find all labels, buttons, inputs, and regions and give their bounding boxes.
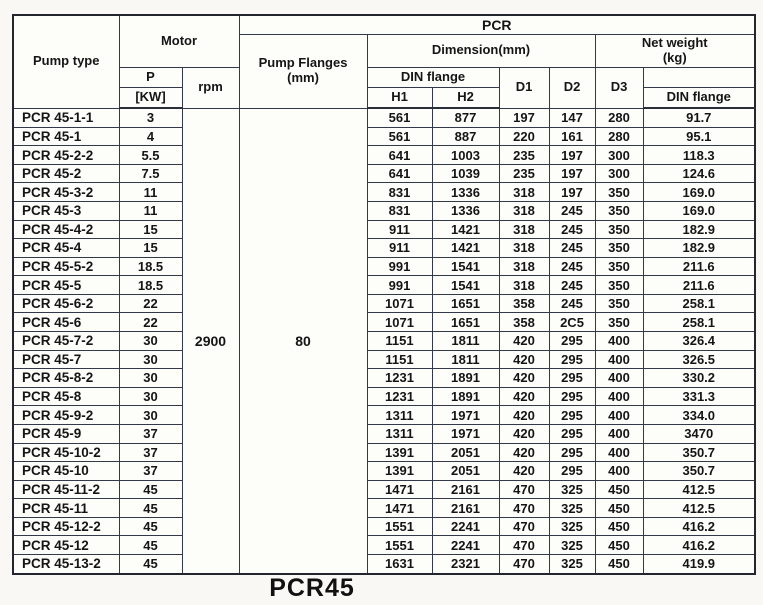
table-row xyxy=(13,387,755,406)
cell-d2: 245 xyxy=(549,276,595,295)
cell-d1: 420 xyxy=(499,443,549,462)
cell-d3: 400 xyxy=(595,443,643,462)
cell-h2: 2161 xyxy=(432,499,499,518)
cell-d2: 197 xyxy=(549,164,595,183)
cell-h1: 991 xyxy=(367,257,432,276)
cell-d1: 470 xyxy=(499,536,549,555)
cell-h2: 1651 xyxy=(432,313,499,332)
table-row xyxy=(13,424,755,443)
header-p: P xyxy=(119,67,182,87)
cell-d2: 295 xyxy=(549,350,595,369)
cell-h2: 1336 xyxy=(432,201,499,220)
cell-d1: 470 xyxy=(499,499,549,518)
cell-net-weight: 416.2 xyxy=(643,517,755,536)
cell-h2: 1421 xyxy=(432,239,499,258)
cell-h1: 1311 xyxy=(367,406,432,425)
cell-d2: 245 xyxy=(549,220,595,239)
cell-h2: 1971 xyxy=(432,406,499,425)
table-row xyxy=(13,108,755,127)
cell-pump-type: PCR 45-11-2 xyxy=(13,480,119,499)
cell-d3: 350 xyxy=(595,201,643,220)
table-row xyxy=(13,462,755,481)
cell-power-kw: 3 xyxy=(119,108,182,127)
cell-pump-type: PCR 45-2-2 xyxy=(13,146,119,165)
cell-net-weight: 334.0 xyxy=(643,406,755,425)
cell-h2: 1811 xyxy=(432,350,499,369)
pump-spec-table xyxy=(12,14,756,575)
cell-power-kw: 37 xyxy=(119,424,182,443)
cell-d2: 197 xyxy=(549,146,595,165)
cell-pump-type: PCR 45-5-2 xyxy=(13,257,119,276)
cell-d1: 420 xyxy=(499,387,549,406)
cell-d1: 220 xyxy=(499,127,549,146)
cell-d2: 295 xyxy=(549,462,595,481)
cell-power-kw: 22 xyxy=(119,294,182,313)
cell-h1: 1231 xyxy=(367,369,432,388)
cell-h1: 1311 xyxy=(367,424,432,443)
cell-power-kw: 45 xyxy=(119,554,182,574)
header-net-weight-spacer xyxy=(643,67,755,87)
cell-net-weight: 182.9 xyxy=(643,220,755,239)
table-row xyxy=(13,201,755,220)
table-row xyxy=(13,127,755,146)
cell-d3: 450 xyxy=(595,517,643,536)
cell-d1: 420 xyxy=(499,369,549,388)
cell-d2: 245 xyxy=(549,294,595,313)
cell-d2: 325 xyxy=(549,480,595,499)
cell-h1: 911 xyxy=(367,239,432,258)
cell-pump-type: PCR 45-9 xyxy=(13,424,119,443)
cell-h2: 2051 xyxy=(432,443,499,462)
cell-d2: 295 xyxy=(549,387,595,406)
cell-h2: 2051 xyxy=(432,462,499,481)
table-row xyxy=(13,517,755,536)
table-header xyxy=(13,15,755,108)
cell-pump-type: PCR 45-11 xyxy=(13,499,119,518)
pump-table-body xyxy=(13,108,755,574)
cell-d1: 235 xyxy=(499,146,549,165)
cell-d2: 245 xyxy=(549,201,595,220)
cell-d2: 325 xyxy=(549,517,595,536)
cell-pump-type: PCR 45-8-2 xyxy=(13,369,119,388)
cell-h1: 1391 xyxy=(367,443,432,462)
cell-d1: 470 xyxy=(499,554,549,574)
cell-d1: 318 xyxy=(499,220,549,239)
cell-d1: 318 xyxy=(499,239,549,258)
cell-pump-type: PCR 45-1 xyxy=(13,127,119,146)
header-pump-flanges xyxy=(239,34,367,108)
cell-d3: 350 xyxy=(595,294,643,313)
cell-d2: 147 xyxy=(549,108,595,127)
header-pump-type: Pump type xyxy=(13,15,119,108)
cell-h2: 1039 xyxy=(432,164,499,183)
cell-net-weight: 350.7 xyxy=(643,443,755,462)
cell-pump-type: PCR 45-10-2 xyxy=(13,443,119,462)
cell-h2: 2241 xyxy=(432,517,499,536)
cell-d1: 420 xyxy=(499,462,549,481)
cell-d2: 245 xyxy=(549,239,595,258)
cell-h1: 641 xyxy=(367,146,432,165)
header-pcr: PCR xyxy=(239,15,755,34)
cell-net-weight: 3470 xyxy=(643,424,755,443)
cell-d3: 400 xyxy=(595,462,643,481)
cell-d1: 470 xyxy=(499,480,549,499)
cell-d3: 400 xyxy=(595,387,643,406)
cell-power-kw: 45 xyxy=(119,480,182,499)
cell-power-kw: 30 xyxy=(119,350,182,369)
cell-h1: 1151 xyxy=(367,332,432,351)
cell-power-kw: 37 xyxy=(119,443,182,462)
cell-d2: 295 xyxy=(549,406,595,425)
cell-net-weight: 258.1 xyxy=(643,294,755,313)
cell-d3: 350 xyxy=(595,313,643,332)
table-row xyxy=(13,443,755,462)
cell-net-weight: 412.5 xyxy=(643,480,755,499)
cell-d2: 295 xyxy=(549,332,595,351)
header-h1: H1 xyxy=(367,87,432,108)
table-row xyxy=(13,313,755,332)
cell-pump-type: PCR 45-4 xyxy=(13,239,119,258)
cell-h2: 877 xyxy=(432,108,499,127)
cell-d3: 400 xyxy=(595,406,643,425)
cell-net-weight: 326.5 xyxy=(643,350,755,369)
header-h2: H2 xyxy=(432,87,499,108)
cell-net-weight: 182.9 xyxy=(643,239,755,258)
cell-d3: 280 xyxy=(595,108,643,127)
cell-d3: 400 xyxy=(595,350,643,369)
cell-rpm-merged: 2900 xyxy=(182,108,239,574)
cell-power-kw: 4 xyxy=(119,127,182,146)
cell-h1: 1391 xyxy=(367,462,432,481)
header-pump-flanges-line1: Pump Flanges xyxy=(258,55,348,71)
cell-pump-type: PCR 45-12 xyxy=(13,536,119,555)
header-net-weight-line2: (kg) xyxy=(662,49,687,65)
cell-power-kw: 30 xyxy=(119,332,182,351)
header-dimension: Dimension(mm) xyxy=(367,34,595,67)
cell-net-weight: 350.7 xyxy=(643,462,755,481)
header-net-weight xyxy=(595,34,755,67)
cell-power-kw: 5.5 xyxy=(119,146,182,165)
cell-h1: 1471 xyxy=(367,480,432,499)
cell-h2: 1811 xyxy=(432,332,499,351)
cell-power-kw: 45 xyxy=(119,517,182,536)
cell-h1: 1071 xyxy=(367,294,432,313)
cell-power-kw: 15 xyxy=(119,220,182,239)
cell-pump-type: PCR 45-7-2 xyxy=(13,332,119,351)
cell-h1: 831 xyxy=(367,201,432,220)
header-pump-flanges-line2: (mm) xyxy=(287,70,319,85)
cell-d1: 420 xyxy=(499,406,549,425)
table-row xyxy=(13,220,755,239)
header-d3: D3 xyxy=(595,67,643,108)
header-net-weight-line1: Net weight xyxy=(641,34,708,50)
table-row xyxy=(13,536,755,555)
cell-pump-type: PCR 45-12-2 xyxy=(13,517,119,536)
cell-h2: 1541 xyxy=(432,276,499,295)
header-din-flange-weight: DIN flange xyxy=(643,87,755,108)
table-row xyxy=(13,332,755,351)
cell-h1: 1231 xyxy=(367,387,432,406)
header-d2: D2 xyxy=(549,67,595,108)
cell-d3: 350 xyxy=(595,183,643,202)
cell-net-weight: 326.4 xyxy=(643,332,755,351)
cell-d1: 197 xyxy=(499,108,549,127)
cell-h2: 1651 xyxy=(432,294,499,313)
cell-h1: 561 xyxy=(367,108,432,127)
table-row xyxy=(13,146,755,165)
cell-pump-type: PCR 45-6-2 xyxy=(13,294,119,313)
cell-h1: 561 xyxy=(367,127,432,146)
cell-d1: 318 xyxy=(499,276,549,295)
table-row xyxy=(13,350,755,369)
cell-d3: 400 xyxy=(595,424,643,443)
cell-net-weight: 416.2 xyxy=(643,536,755,555)
cell-h2: 1891 xyxy=(432,387,499,406)
cell-pump-type: PCR 45-2 xyxy=(13,164,119,183)
table-row xyxy=(13,480,755,499)
cell-d3: 450 xyxy=(595,554,643,574)
cell-net-weight: 124.6 xyxy=(643,164,755,183)
table-row xyxy=(13,183,755,202)
cell-d1: 470 xyxy=(499,517,549,536)
cell-pump-flanges-merged: 80 xyxy=(239,108,367,574)
table-row xyxy=(13,257,755,276)
header-rpm: rpm xyxy=(182,67,239,108)
cell-d3: 450 xyxy=(595,536,643,555)
table-row xyxy=(13,406,755,425)
cell-net-weight: 211.6 xyxy=(643,276,755,295)
cell-power-kw: 18.5 xyxy=(119,257,182,276)
cell-d3: 350 xyxy=(595,276,643,295)
table-caption: PCR45 xyxy=(269,574,355,602)
cell-power-kw: 22 xyxy=(119,313,182,332)
cell-net-weight: 211.6 xyxy=(643,257,755,276)
cell-power-kw: 18.5 xyxy=(119,276,182,295)
cell-h2: 887 xyxy=(432,127,499,146)
cell-h2: 1971 xyxy=(432,424,499,443)
cell-h1: 1471 xyxy=(367,499,432,518)
cell-d3: 350 xyxy=(595,220,643,239)
cell-d1: 318 xyxy=(499,257,549,276)
cell-net-weight: 419.9 xyxy=(643,554,755,574)
table-row xyxy=(13,369,755,388)
cell-h2: 2321 xyxy=(432,554,499,574)
cell-d1: 420 xyxy=(499,350,549,369)
cell-net-weight: 91.7 xyxy=(643,108,755,127)
cell-h2: 1421 xyxy=(432,220,499,239)
cell-h2: 1336 xyxy=(432,183,499,202)
cell-d3: 300 xyxy=(595,164,643,183)
table-row xyxy=(13,499,755,518)
cell-h1: 1071 xyxy=(367,313,432,332)
cell-pump-type: PCR 45-13-2 xyxy=(13,554,119,574)
cell-h2: 2161 xyxy=(432,480,499,499)
cell-d3: 450 xyxy=(595,480,643,499)
cell-power-kw: 45 xyxy=(119,499,182,518)
cell-d3: 400 xyxy=(595,332,643,351)
cell-d2: 197 xyxy=(549,183,595,202)
cell-net-weight: 331.3 xyxy=(643,387,755,406)
cell-power-kw: 7.5 xyxy=(119,164,182,183)
cell-pump-type: PCR 45-5 xyxy=(13,276,119,295)
cell-net-weight: 169.0 xyxy=(643,201,755,220)
cell-h2: 2241 xyxy=(432,536,499,555)
cell-power-kw: 45 xyxy=(119,536,182,555)
cell-d3: 300 xyxy=(595,146,643,165)
cell-pump-type: PCR 45-8 xyxy=(13,387,119,406)
cell-d1: 235 xyxy=(499,164,549,183)
cell-net-weight: 330.2 xyxy=(643,369,755,388)
cell-h1: 1151 xyxy=(367,350,432,369)
cell-power-kw: 30 xyxy=(119,406,182,425)
cell-d3: 280 xyxy=(595,127,643,146)
cell-d2: 295 xyxy=(549,369,595,388)
cell-h1: 831 xyxy=(367,183,432,202)
table-row xyxy=(13,554,755,574)
cell-d3: 350 xyxy=(595,257,643,276)
cell-d2: 325 xyxy=(549,554,595,574)
cell-d3: 350 xyxy=(595,239,643,258)
cell-pump-type: PCR 45-6 xyxy=(13,313,119,332)
cell-pump-type: PCR 45-9-2 xyxy=(13,406,119,425)
cell-d1: 420 xyxy=(499,424,549,443)
cell-h1: 991 xyxy=(367,276,432,295)
table-row xyxy=(13,164,755,183)
cell-h1: 641 xyxy=(367,164,432,183)
cell-h2: 1541 xyxy=(432,257,499,276)
cell-h1: 1551 xyxy=(367,517,432,536)
cell-d3: 450 xyxy=(595,499,643,518)
header-motor: Motor xyxy=(119,15,239,67)
cell-pump-type: PCR 45-1-1 xyxy=(13,108,119,127)
header-d1: D1 xyxy=(499,67,549,108)
cell-h1: 1551 xyxy=(367,536,432,555)
cell-d2: 245 xyxy=(549,257,595,276)
cell-net-weight: 118.3 xyxy=(643,146,755,165)
cell-power-kw: 30 xyxy=(119,369,182,388)
cell-power-kw: 11 xyxy=(119,183,182,202)
cell-d2: 161 xyxy=(549,127,595,146)
header-p-unit: [KW] xyxy=(119,87,182,108)
cell-d1: 358 xyxy=(499,313,549,332)
cell-d2: 295 xyxy=(549,443,595,462)
cell-d2: 325 xyxy=(549,499,595,518)
cell-d1: 318 xyxy=(499,183,549,202)
cell-d1: 358 xyxy=(499,294,549,313)
cell-power-kw: 37 xyxy=(119,462,182,481)
cell-h2: 1891 xyxy=(432,369,499,388)
cell-d3: 400 xyxy=(595,369,643,388)
cell-pump-type: PCR 45-3-2 xyxy=(13,183,119,202)
cell-d2: 325 xyxy=(549,536,595,555)
cell-power-kw: 11 xyxy=(119,201,182,220)
table-row xyxy=(13,239,755,258)
cell-power-kw: 30 xyxy=(119,387,182,406)
cell-h1: 1631 xyxy=(367,554,432,574)
cell-net-weight: 95.1 xyxy=(643,127,755,146)
header-din-flange-dimension: DIN flange xyxy=(367,67,499,87)
table-row xyxy=(13,294,755,313)
table-row xyxy=(13,276,755,295)
cell-net-weight: 258.1 xyxy=(643,313,755,332)
cell-h2: 1003 xyxy=(432,146,499,165)
cell-d1: 420 xyxy=(499,332,549,351)
cell-d2: 295 xyxy=(549,424,595,443)
cell-pump-type: PCR 45-10 xyxy=(13,462,119,481)
cell-pump-type: PCR 45-7 xyxy=(13,350,119,369)
cell-d2: 2C5 xyxy=(549,313,595,332)
cell-pump-type: PCR 45-3 xyxy=(13,201,119,220)
cell-net-weight: 412.5 xyxy=(643,499,755,518)
cell-power-kw: 15 xyxy=(119,239,182,258)
cell-pump-type: PCR 45-4-2 xyxy=(13,220,119,239)
cell-net-weight: 169.0 xyxy=(643,183,755,202)
cell-h1: 911 xyxy=(367,220,432,239)
cell-d1: 318 xyxy=(499,201,549,220)
